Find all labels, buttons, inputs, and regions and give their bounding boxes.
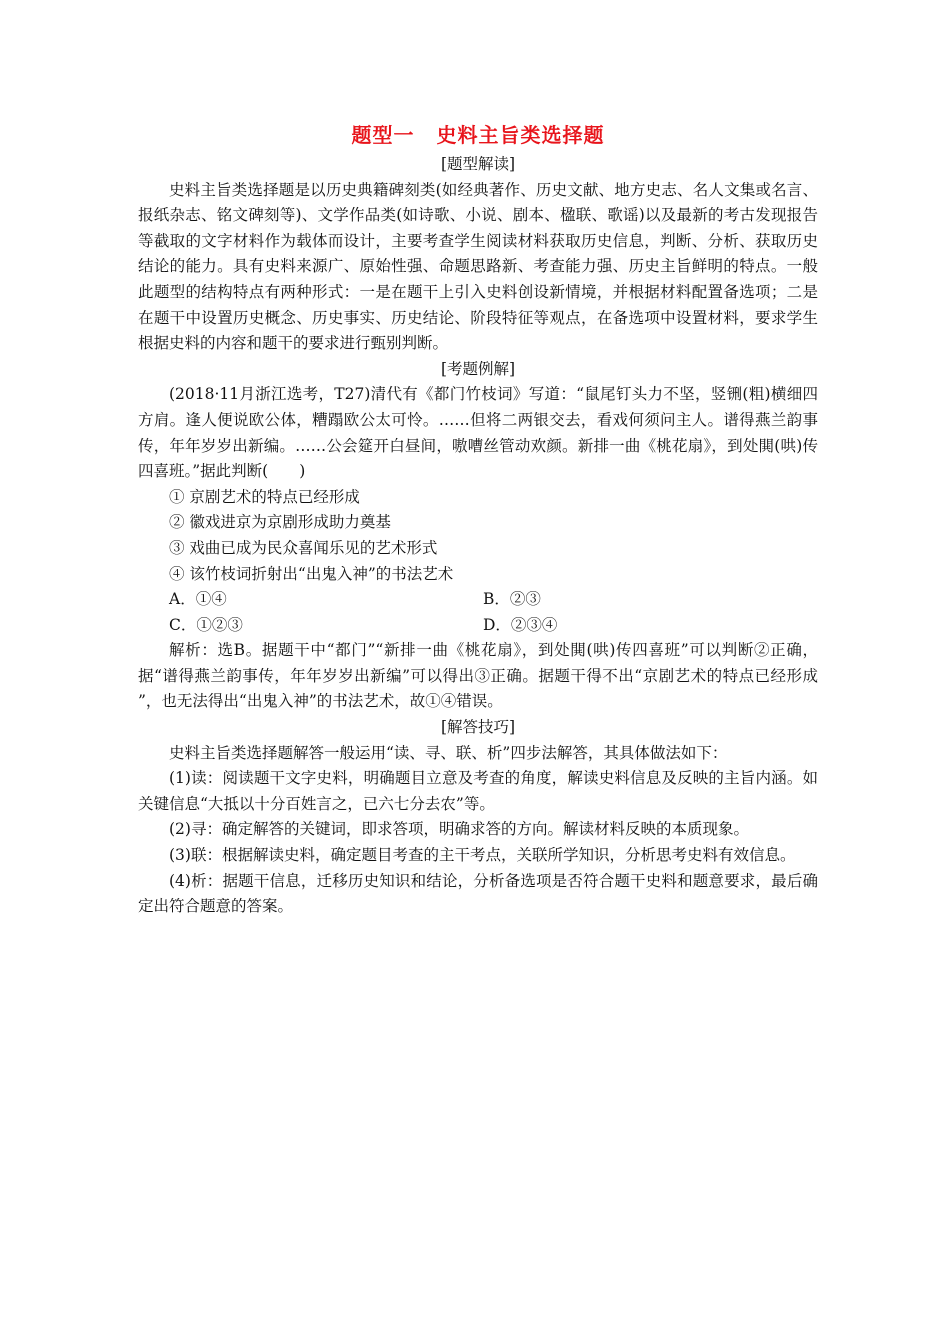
- section-heading-technique: [解答技巧]: [440, 718, 516, 737]
- question-stem: (2018·11月浙江选考，T27)清代有《都门竹枝词》写道：“鼠尾钉头力不坚，竖铏(粗)横细四方肩。逢人便说欧公体，糟蹋欧公太可怜。……但将二两银交去，看戏何须问主人。谱得燕兰韵事传，年年岁岁出新编。……公会筵开白昼间，嗷嘈丝管动欢颜。新排一曲《桃花扇》，到处閧(哄)传四喜班。”据此判断( ): [138, 385, 818, 481]
- choice-row-cd: [138, 613, 818, 639]
- choice-d: D．②③④: [483, 615, 558, 634]
- question-item: ③ 戏曲已成为民众喜闻乐见的艺术形式: [169, 538, 438, 557]
- page-title: [138, 118, 818, 152]
- question-item: ④ 该竹枝词折射出“出鬼入神”的书法艺术: [169, 564, 454, 583]
- choice-row-ab: [138, 587, 818, 613]
- title-part1: 题型一: [351, 123, 415, 147]
- choice-b: B．②③: [483, 590, 541, 609]
- document-page: [138, 118, 818, 920]
- section-heading-interpretation: [题型解读]: [440, 155, 516, 173]
- question-item: ② 徽戏进京为京剧形成助力奠基: [169, 513, 391, 532]
- analysis-paragraph: 解析：选B。据题干中“都门”“新排一曲《桃花扇》，到处閧(哄)传四喜班”可以判断②正确，据“谱得燕兰韵事传，年年岁岁出新编”可以得出③正确。据题干得不出“京剧艺术的特点已经形成 ”，也无法得出“出鬼入神”的书法艺术，故①④错误。: [138, 641, 818, 711]
- technique-step: (2)寻：确定解答的关键词，即求答项，明确求答的方向。解读材料反映的本质现象。: [169, 820, 749, 839]
- choice-c: C．①②③: [169, 615, 243, 634]
- title-part2: 史料主旨类选择题: [436, 123, 605, 147]
- question-item: ① 京剧艺术的特点已经形成: [169, 487, 360, 506]
- choice-a: A．①④: [169, 590, 227, 609]
- technique-step: (4)析：据题干信息，迁移历史知识和结论，分析备选项是否符合题干史料和题意要求，最后确定出符合题意的答案。: [138, 871, 818, 916]
- technique-intro: 史料主旨类选择题解答一般运用“读、寻、联、析”四步法解答，其具体做法如下：: [169, 743, 728, 762]
- technique-step: (3)联：根据解读史料，确定题目考查的主干考点，关联所学知识，分析思考史料有效信息。: [169, 846, 796, 865]
- interpretation-paragraph: 史料主旨类选择题是以历史典籍碑刻类(如经典著作、历史文献、地方史志、名人文集或名言、报纸杂志、铭文碑刻等)、文学作品类(如诗歌、小说、剧本、楹联、歌谣)以及最新的考古发现报告等截取的文字材料作为载体而设计，主要考查学生阅读材料获取历史信息，判断、分析、获取历史结论的能力。具有史料来源广、原始性强、命题思路新、考查能力强、历史主旨鲜明的特点。一般此题型的结构特点有两种形式：一是在题干上引入史料创设新情境，并根据材料配置备选项；二是在题干中设置历史概念、历史事实、历史结论、阶段特征等观点，在备选项中设置材料，要求学生根据史料的内容和题干的要求进行甄别判断。: [138, 180, 818, 353]
- technique-step: (1)读：阅读题干文字史料，明确题目立意及考查的角度，解读史料信息及反映的主旨内涵。如关键信息“大抵以十分百姓言之，已六七分去农”等。: [138, 769, 818, 813]
- section-heading-example: [考题例解]: [440, 359, 516, 378]
